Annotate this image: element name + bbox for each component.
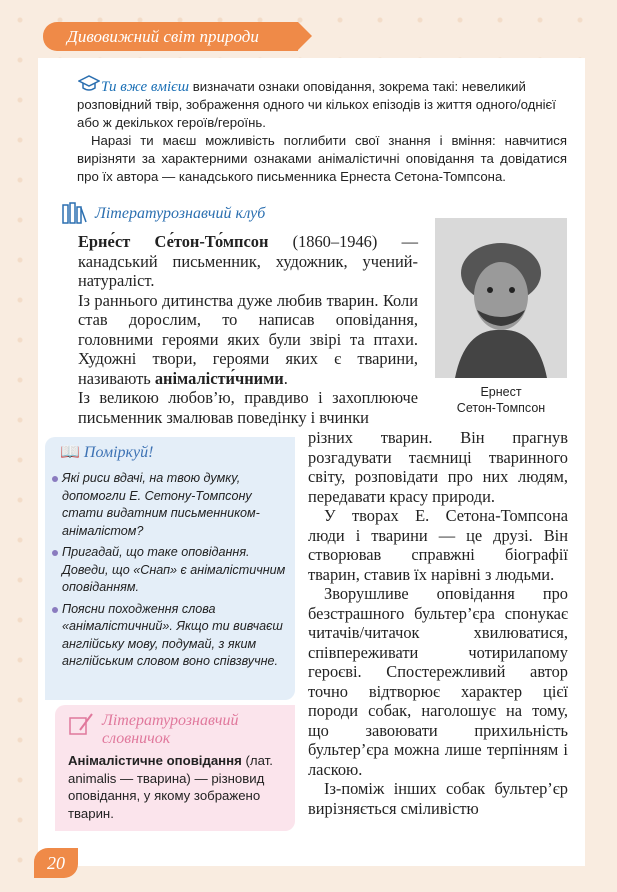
bio-line1: — канадський письменник, художник, учений-натураліст. (78, 232, 418, 290)
dictionary-definition: (лат. animalis — тварина) — різновид оповідання, у якому зображено тварин. (68, 753, 273, 821)
book-icon: 📖 (60, 444, 80, 461)
main-text-right (308, 428, 568, 818)
pencil-book-icon (68, 712, 94, 738)
think-list (52, 470, 290, 675)
think-item: Які риси вдачі, на твою думку, допомогли Е. Сетону-Томпсону стати видатним письменником-анімалістом? (52, 470, 290, 540)
bio-para3: Із великою любов’ю, правдиво і захоплююче письменник змалював поведінку і вчинки (78, 388, 418, 427)
right-para1: різних тварин. Він прагнув розгадувати таємниці тваринного світу, розповідати про них людям, передавати красу природи. (308, 428, 568, 506)
bio-text (78, 232, 418, 427)
dictionary-text (68, 752, 288, 822)
right-para3: Зворушливе оповідання про безстрашного бультер’єра спонукає читачів/читачок хвилюватися, співпереживати чотирилапому героєві. Спостережливий автор точно відтворює характер цієї породи собак, наголошує на тому, що завоювати прихильність бультер’єра можна лише терпінням і ласкою. (308, 584, 568, 779)
bio-para2: Із раннього дитинства дуже любив тварин. Коли став дорослим, то написав оповідання, головними героями яких були звірі та птахи. Художні твори, героями яких є тварини, називають (78, 290, 418, 388)
dictionary-title: Літературознавчий словничок (102, 712, 239, 747)
page-number: 20 (34, 848, 78, 878)
think-item: Пригадай, що таке оповідання. Доведи, що «Снап» є анімалістичним оповіданням. (52, 544, 290, 597)
author-photo (435, 218, 567, 378)
bio-para2-end: . (283, 368, 288, 388)
right-para4: Із-поміж інших собак бультер’єр вирізняється сміливістю (308, 779, 568, 818)
caption-line1: Ернест (480, 385, 522, 399)
club-title: Літературознавчий клуб (95, 205, 266, 222)
author-years: (1860–1946) (292, 232, 378, 251)
skill-label: Ти вже вмієш (101, 79, 190, 95)
photo-caption (435, 384, 567, 416)
section-header: Дивовижний світ природи (43, 22, 298, 51)
intro-line1: визначати ознаки оповідання, зокрема такі: невеликий розповідний твір, зображення одного чи кількох епізодів із життя одного/однієї або ж декількох героїв/героїнь. (77, 79, 556, 130)
think-title-text: Поміркуй! (83, 444, 154, 461)
animalistic-term: анімалісти́чними (154, 368, 284, 388)
right-para2: У творах Е. Сетона-Томпсона люди і тварини — це друзі. Він створював справжні біографії тварин, ставив їх нарівні з людьми. (308, 506, 568, 584)
books-icon (62, 202, 88, 224)
intro-para2: Наразі ти маєш можливість поглибити свої знання і вміння: навчитися вирізняти за характерними ознаками анімалістичні оповідання та довідатися про їх автора — канадського письменника Ернеста Сетона-Томпсона. (77, 133, 567, 184)
author-name: Ерне́ст Се́тон-То́мпсон (78, 232, 269, 251)
intro-text (77, 78, 567, 186)
dictionary-term: Анімалістичне оповідання (68, 753, 242, 768)
think-item: Поясни походження слова «анімалістичний». Якщо ти вивчаєш англійську мову, подумай, з яким англійським словом воно співзвучне. (52, 601, 290, 671)
think-title (60, 442, 153, 462)
caption-line2: Сетон-Томпсон (456, 401, 546, 415)
